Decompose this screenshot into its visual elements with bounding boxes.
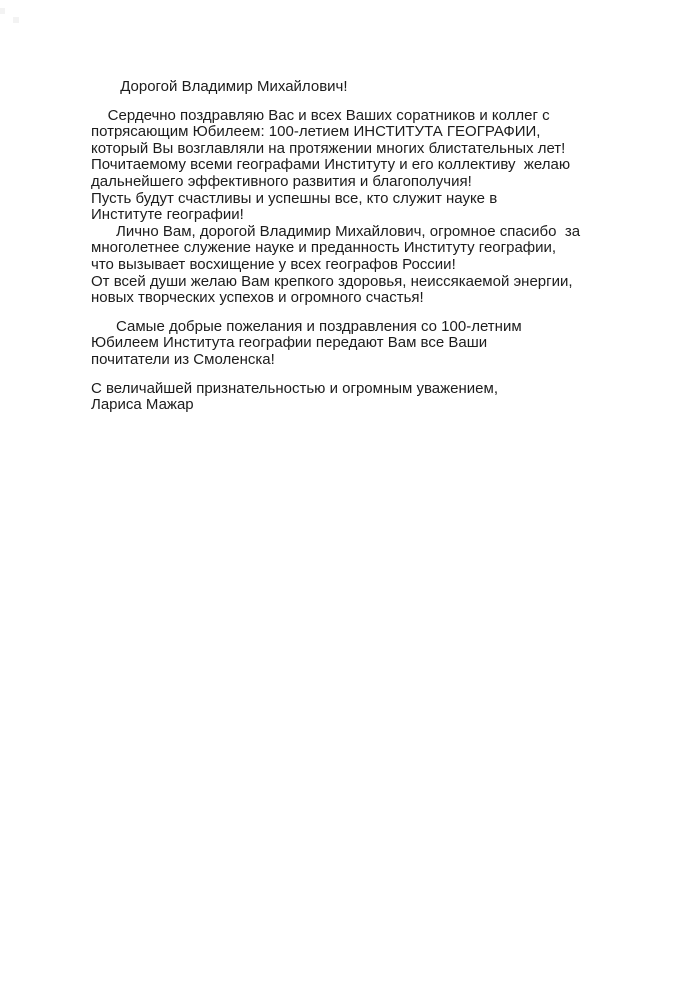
- letter-line: потрясающим Юбилеем: 100-летием ИНСТИТУТА ГЕОГРАФИИ,: [91, 123, 541, 141]
- letter-line: Институте географии!: [91, 206, 244, 224]
- letter-body: [91, 79, 620, 414]
- letter-line: новых творческих успехов и огромного счастья!: [91, 289, 424, 307]
- letter-paragraph-body: [91, 108, 620, 307]
- letter-line: От всей души желаю Вам крепкого здоровья, неиссякаемой энергии,: [91, 272, 573, 290]
- letter-line: Сердечно поздравляю Вас и всех Ваших соратников и коллег с: [91, 106, 550, 124]
- letter-line: почитатели из Смоленска!: [91, 350, 275, 368]
- letter-line: Лично Вам, дорогой Владимир Михайлович, огромное спасибо за: [91, 222, 581, 240]
- letter-line: который Вы возглавляли на протяжении многих блистательных лет!: [91, 139, 566, 157]
- letter-line: Пусть будут счастливы и успешны все, кто служит науке в: [91, 189, 498, 207]
- letter-paragraph-closing-signature: [91, 381, 620, 414]
- letter-paragraph-salutation: [91, 79, 620, 96]
- letter-line: Почитаемому всеми географами Институту и его коллективу желаю: [91, 156, 571, 174]
- letter-paragraph-smolensk-greetings: [91, 319, 620, 369]
- letter-line: многолетнее служение науке и преданность Институту географии,: [91, 239, 557, 257]
- letter-line: Дорогой Владимир Михайлович!: [91, 78, 348, 95]
- letter-line: Лариса Мажар: [91, 396, 194, 414]
- letter-line: что вызывает восхищение у всех географов России!: [91, 255, 456, 273]
- scan-artifact: [13, 17, 19, 23]
- letter-line: С величайшей признательностью и огромным уважением,: [91, 379, 498, 397]
- letter-line: Юбилеем Института географии передают Вам все Ваши: [91, 334, 488, 352]
- letter-line: Самые добрые пожелания и поздравления со 100-летним: [91, 317, 522, 335]
- scan-artifact: [0, 8, 5, 14]
- letter-line: дальнейшего эффективного развития и благополучия!: [91, 172, 472, 190]
